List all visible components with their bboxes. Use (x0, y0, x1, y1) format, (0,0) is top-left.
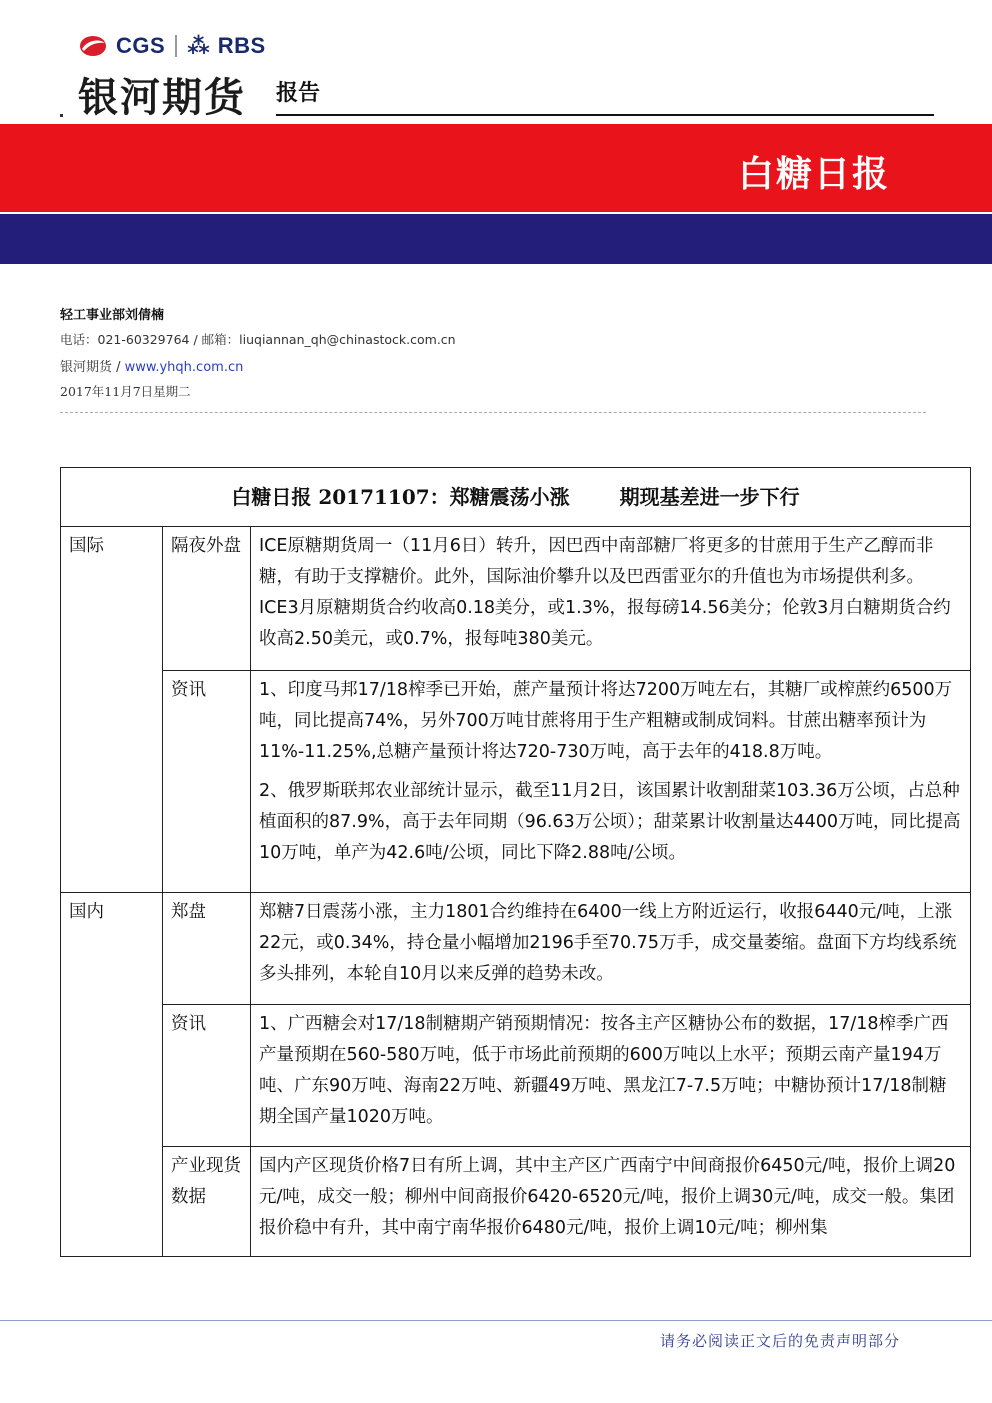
footer-disclaimer: 请务必阅读正文后的免责声明部分 (659, 1332, 900, 1350)
rbs-mark-icon: ⁂ (187, 33, 210, 59)
logo-cgs-text: CGS (116, 33, 166, 58)
body-spot-data (251, 1147, 971, 1257)
body-overnight (251, 527, 971, 671)
report-title-left: 白糖日报 20171107：郑糖震荡小涨 (231, 484, 570, 509)
body-zhengzhou (251, 893, 971, 1005)
category-international: 国际 (61, 527, 163, 893)
footer-rule (0, 1320, 992, 1321)
report-label: 报告 (276, 81, 321, 106)
banner-navy (0, 214, 992, 264)
banner-title: 白糖日报 (737, 154, 890, 195)
author-dept: 轻工事业部刘倩楠 (60, 308, 165, 323)
paragraph: 郑糖7日震荡小涨，主力1801合约维持在6400一线上方附近运行，收报6440元/吨，上涨22元，或0.34%，持仓量小幅增加2196手至70.75万手，成交量萎缩。盘面下方均线系统多头排列，本轮自10月以来反弹的趋势未改。 (259, 902, 957, 984)
sub-spot-data: 产业现货数据 (163, 1147, 251, 1257)
report-title-right: 期现基差进一步下行 (619, 484, 800, 509)
brand-name: 银河期货 (78, 75, 246, 121)
cgs-rbs-logo (78, 30, 266, 62)
paragraph: 2、俄罗斯联邦农业部统计显示，截至11月2日，该国累计收割甜菜103.36万公顷，占总种植面积的87.9%，高于去年同期（96.63万公顷）；甜菜累计收割量达4400万吨，同比提高10万吨，单产为42.6吨/公顷，同比下降2.88吨/公顷。 (259, 781, 961, 863)
category-domestic: 国内 (61, 893, 163, 1257)
dashed-divider (60, 412, 926, 413)
paragraph: 1、印度马邦17/18榨季已开始，蔗产量预计将达7200万吨左右，其糖厂或榨蔗约6500万吨，同比提高74%，另外700万吨甘蔗将用于生产粗糖或制成饲料。甘蔗出糖率预计为11%-11.25%,总糖产量预计将达720-730万吨，高于去年的418.8万吨。 (259, 680, 953, 762)
report-title (61, 468, 971, 527)
body-news-intl (251, 671, 971, 893)
report-date: 2017年11月7日星期二 (60, 384, 191, 399)
sub-overnight: 隔夜外盘 (163, 527, 251, 671)
site-prefix: 银河期货 / (60, 360, 125, 375)
sub-news-intl: 资讯 (163, 671, 251, 893)
paragraph: ICE原糖期货周一（11月6日）转升，因巴西中南部糖厂将更多的甘蔗用于生产乙醇而非糖，有助于支撑糖价。此外，国际油价攀升以及巴西雷亚尔的升值也为市场提供利多。ICE3月原糖期货合约收高0.18美分，或1.3%，报每磅14.56美分；伦敦3月白糖期货合约收高2.50美元，或0.7%，报每吨380美元。 (259, 536, 951, 649)
cgs-swirl-icon (78, 33, 108, 59)
company-site (60, 356, 243, 375)
sub-zhengzhou: 郑盘 (163, 893, 251, 1005)
paragraph: 1、广西糖会对17/18制糖期产销预期情况：按各主产区糖协公布的数据，17/18榨季广西产量预期在560-580万吨，低于市场此前预期的600万吨以上水平；预期云南产量194万吨、广东90万吨、海南22万吨、新疆49万吨、黑龙江7-7.5万吨；中糖协预计17/18制糖期全国产量1020万吨。 (259, 1014, 949, 1127)
header-dot (60, 114, 63, 117)
header-rule (276, 114, 934, 116)
report-table (60, 467, 971, 1257)
author-contact: 电话：021-60329764 / 邮箱：liuqiannan_qh@chinastock.com.cn (60, 332, 456, 347)
paragraph: 国内产区现货价格7日有所上调，其中主产区广西南宁中间商报价6450元/吨，报价上调20元/吨，成交一般；柳州中间商报价6420-6520元/吨，报价上调30元/吨，成交一般。集团报价稳中有升，其中南宁南华报价6480元/吨，报价上调10元/吨；柳州集 (259, 1156, 956, 1238)
logo-separator (175, 35, 177, 57)
body-news-domestic (251, 1005, 971, 1147)
site-link[interactable]: www.yhqh.com.cn (124, 360, 244, 375)
logo-rbs-text: RBS (217, 33, 266, 58)
sub-news-domestic: 资讯 (163, 1005, 251, 1147)
